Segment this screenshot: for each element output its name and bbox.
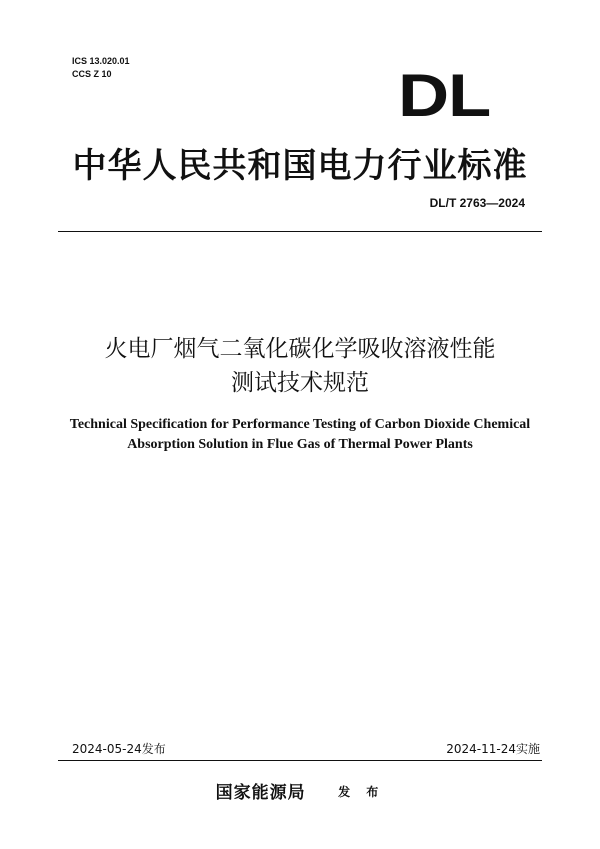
ccs-code: CCS Z 10	[72, 69, 112, 79]
issue-date: 2024-05-24发布	[72, 742, 166, 756]
industry-standard-title: 中华人民共和国电力行业标准	[72, 146, 528, 186]
chinese-title-line-2: 测试技术规范	[231, 370, 369, 396]
ics-code: ICS 13.020.01	[72, 56, 130, 66]
issuer-row	[0, 778, 600, 803]
standard-number: DL/T 2763—2024	[429, 196, 525, 210]
english-title-line-1: Technical Specification for Performance Testing of Carbon Dioxide Chemical	[69, 417, 531, 432]
bottom-divider	[58, 760, 542, 761]
issuing-authority: 国家能源局	[215, 783, 306, 803]
dl-logo: DL	[398, 62, 491, 129]
english-title-line-2: Absorption Solution in Flue Gas of Thermal Power Plants	[127, 437, 473, 452]
implementation-date: 2024-11-24实施	[446, 742, 540, 756]
issue-label: 发 布	[338, 785, 385, 799]
classification-codes	[72, 55, 130, 81]
chinese-title-line-1: 火电厂烟气二氧化碳化学吸收溶液性能	[104, 336, 496, 362]
top-divider	[58, 231, 542, 232]
